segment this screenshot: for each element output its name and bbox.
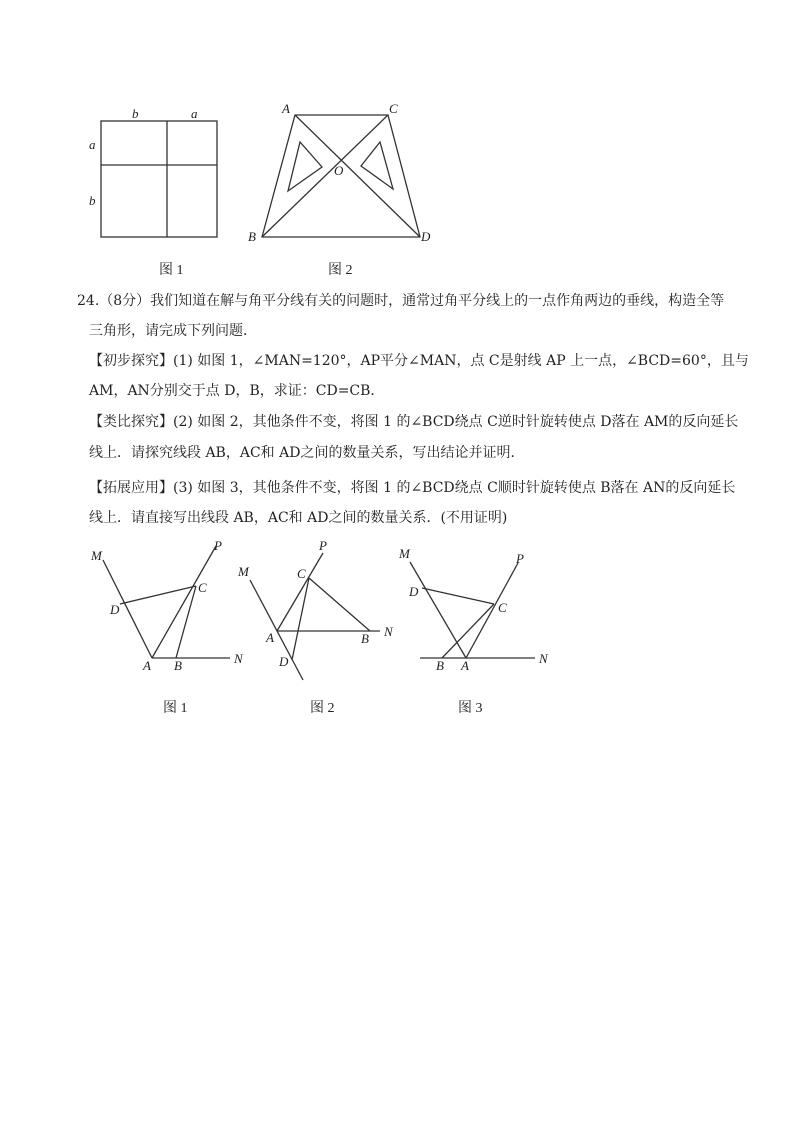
fig1-label-A: A: [143, 658, 151, 673]
geometry-figure-3: [398, 546, 549, 716]
fig1-label-C: C: [198, 580, 207, 595]
geometry-figure-2: [237, 538, 394, 716]
fig2-label-D: D: [279, 654, 289, 669]
fig3-label-M: M: [399, 546, 410, 561]
fig3-label-N: N: [539, 651, 548, 666]
geometry-figure-1: [90, 538, 244, 716]
question-line-8: 线上．请直接写出线段 AB，AC和 AD之间的数量关系．(不用证明): [89, 510, 508, 526]
fig2-label-C: C: [297, 566, 306, 581]
label-top-b: b: [132, 106, 139, 121]
top-figures: [0, 0, 794, 290]
fig1-label-P: P: [214, 538, 222, 553]
caption-top-fig1: 图 1: [159, 263, 184, 278]
label-top-a: a: [191, 106, 198, 121]
label-left-a: a: [89, 137, 96, 152]
label-D: D: [421, 229, 431, 244]
fig2-label-A: A: [266, 630, 274, 645]
label-A: A: [282, 101, 290, 116]
question-line-4: AM，AN分别交于点 D，B，求证：CD=CB．: [89, 383, 385, 399]
label-left-b: b: [89, 193, 96, 208]
fig3-label-C: C: [498, 600, 507, 615]
caption-top-fig2: 图 2: [328, 263, 353, 278]
fig2-label-B: B: [361, 631, 369, 646]
question-line-1: 24.（8分）我们知道在解与角平分线有关的问题时，通常过角平分线上的一点作角两边的垂线，构造全等: [77, 293, 725, 309]
question-line-7: 【拓展应用】(3) 如图 3，其他条件不变，将图 1 的∠BCD绕点 C顺时针旋转使点 B落在 AN的反向延长: [89, 480, 736, 496]
caption-bottom-fig3: 图 3: [458, 701, 483, 716]
fig3-label-D: D: [409, 584, 419, 599]
fig2-label-N: N: [384, 624, 393, 639]
bottom-figures: [0, 530, 794, 730]
fig1-label-N: N: [234, 651, 243, 666]
label-B: B: [248, 229, 256, 244]
question-line-6: 线上．请探究线段 AB，AC和 AD之间的数量关系，写出结论并证明．: [89, 445, 525, 461]
fig2-label-M: M: [238, 564, 249, 579]
caption-bottom-fig1: 图 1: [163, 701, 188, 716]
question-line-3: 【初步探究】(1) 如图 1，∠MAN=120°，AP平分∠MAN，点 C是射线 AP 上一点，∠BCD=60°，且与: [89, 353, 749, 369]
fig3-label-P: P: [516, 551, 524, 566]
trapezoid-figure-2: [248, 101, 431, 278]
fig2-label-P: P: [319, 538, 327, 553]
caption-bottom-fig2: 图 2: [310, 701, 335, 716]
fig1-label-D: D: [110, 602, 120, 617]
label-C: C: [389, 101, 398, 116]
square-figure-1: [89, 106, 217, 278]
label-O: O: [334, 163, 344, 178]
fig3-label-A: A: [461, 658, 469, 673]
fig1-label-M: M: [91, 548, 102, 563]
question-line-5: 【类比探究】(2) 如图 2，其他条件不变，将图 1 的∠BCD绕点 C逆时针旋转使点 D落在 AM的反向延长: [89, 414, 739, 430]
question-line-2: 三角形，请完成下列问题．: [89, 323, 257, 339]
fig1-label-B: B: [174, 658, 182, 673]
fig3-label-B: B: [436, 658, 444, 673]
